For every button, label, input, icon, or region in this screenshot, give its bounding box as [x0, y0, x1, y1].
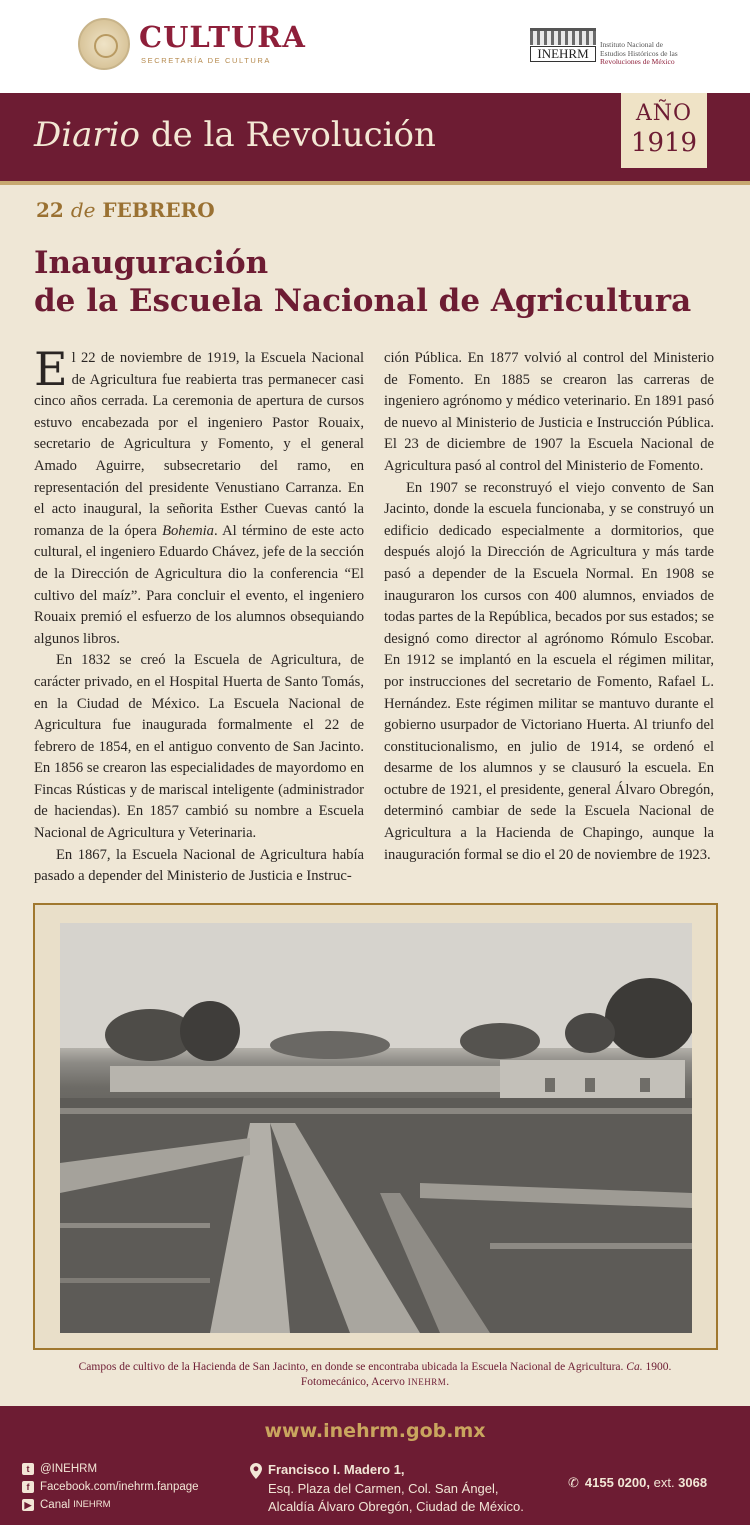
twitter-link[interactable] [22, 1460, 199, 1478]
cultura-logo-text: CULTURA [139, 20, 306, 54]
footer [0, 1406, 750, 1525]
photo-frame [33, 903, 718, 1350]
photo-caption [60, 1360, 690, 1390]
opera-title: Bohemia [162, 522, 214, 539]
article-column-right [384, 348, 714, 866]
phone-main: 4155 0200, [584, 1475, 650, 1490]
paragraph-1 [34, 342, 365, 650]
caption-period: . [446, 1376, 450, 1388]
mexico-seal-icon [78, 18, 130, 70]
headline-line-2: de la Escuela Nacional de Agricultura [34, 283, 692, 319]
phone-icon: ✆ [568, 1475, 579, 1490]
facebook-url: Facebook.com/inehrm.fanpage [40, 1481, 199, 1493]
caption-circa: Ca. [626, 1361, 643, 1373]
phone-ext: 3068 [678, 1475, 708, 1490]
cultura-subtitle: SECRETARÍA DE CULTURA [141, 56, 272, 65]
address-line-3: Alcaldía Álvaro Obregón, Ciudad de México. [268, 1499, 524, 1514]
caption-acervo: INEHRM [407, 1377, 447, 1387]
address-street: Francisco I. Madero 1, [268, 1462, 405, 1477]
paragraph-1-text-a: l 22 de noviembre de 1919, la Escuela Nacional de Agricultura fue reabierta tras permanecer casi cinco años cerrada. La ceremonia de apertura de cursos estuvo encabezada por el ingeniero Pastor Rouaix, secretario de Agricultura y Fomento, y el general Amado Aguirre, subsecretario del ramo, en representación del presidente Venustiano Carranza. En el acto inaugural, la señorita Esther Cuevas cantó la romanza de la ópera [34, 350, 364, 539]
article-date [36, 198, 215, 222]
paragraph-4: En 1907 se reconstruyó el viejo convento de San Jacinto, donde la escuela funcionaba, y se construyó un edificio dedicado especialmente a dormitorios, que después alojó la Dirección de Agricultura y más tarde pasó a depender de la Escuela Normal. En 1908 se inauguraron los cursos con 400 alumnos, enviados de todas partes de la República, becados por sus estados; se designó como director al agrónomo Rómulo Escobar. En 1912 se implantó en la escuela el régimen militar, por instrucciones del secretario de Fomento, Rafael L. Hernández. Este régimen militar se mantuvo durante el gobierno usurpador de Victoriano Huerta. Al triunfo del constitucionalismo, en julio de 1914, se ordenó el desarme de los alumnos y se clausuró la escuela. En octubre de 1921, el presidente, general Álvaro Obregón, determinó cambiar de sede la Escuela Nacional de Agricultura a la Hacienda de Chapingo, aunque la inauguración formal se dio el 20 de noviembre de 1923. [384, 479, 714, 863]
paragraph-2: En 1832 se creó la Escuela de Agricultura, de carácter privado, en el Hospital Huerta de Santo Tomás, en la Ciudad de México. La Escuela Nacional de Agricultura fue inaugurada formalmente el 22 de febrero de 1854, en el antiguo convento de San Jacinto. En 1856 se crearon las especialidades de mayordomo en Fincas Rústicas y de mariscal inteligente (administrador de haciendas). En 1857 cambió su nombre a Escuela Nacional de Agricultura y Veterinaria. [34, 652, 364, 842]
year-badge [621, 93, 707, 168]
title-italic: Diario [34, 115, 141, 155]
date-day: 22 [36, 198, 64, 222]
historic-photo [60, 923, 692, 1333]
article-headline [34, 244, 724, 320]
year-value: 1919 [630, 128, 698, 158]
inehrm-line-1: Instituto Nacional de [600, 40, 663, 49]
phone-ext-label: ext. [649, 1475, 679, 1490]
paragraph-1-text-b: . Al término de este acto cultural, el ingeniero Eduardo Chávez, jefe de la sección de la Dirección de Agricultura dio la conferencia “El cultivo del maíz”. Para concluir el evento, el ingeniero Rouaix premió el esfuerzo de los alumnos obsequiando algunos libros. [34, 522, 365, 647]
youtube-channel: INEHRM [73, 1499, 111, 1510]
paragraph-3-start: En 1867, la Escuela Nacional de Agricultura había pasado a depender del Ministerio de Justicia e Instruc- [34, 846, 364, 885]
website-link[interactable]: www.inehrm.gob.mx [264, 1420, 486, 1442]
date-de: de [70, 198, 96, 222]
address-block [268, 1461, 524, 1517]
article-column-left [34, 342, 365, 888]
facebook-icon: f [22, 1481, 34, 1493]
address-line-2: Esq. Plaza del Carmen, Col. San Ángel, [268, 1480, 499, 1496]
fields-illustration [60, 923, 692, 1333]
date-month: FEBRERO [102, 198, 215, 222]
phone-number[interactable] [568, 1475, 707, 1491]
twitter-handle: @INEHRM [40, 1463, 98, 1475]
year-label: AÑO [635, 101, 693, 126]
youtube-link[interactable] [22, 1496, 199, 1514]
location-pin-icon [250, 1463, 262, 1479]
drop-cap: E [34, 342, 68, 396]
caption-text-a: Campos de cultivo de la Hacienda de San Jacinto, en donde se encontraba ubicada la Escuela Nacional de Agricultura. [78, 1361, 627, 1373]
inehrm-line-2: Estudios Históricos de las [600, 48, 678, 58]
facebook-link[interactable] [22, 1478, 199, 1496]
title-rest: de la Revolución [140, 115, 436, 155]
social-links [22, 1460, 199, 1514]
caption-text-b: 1900. Fotomecánico, Acervo [300, 1361, 672, 1388]
headline-line-1: Inauguración [34, 245, 269, 281]
building-icon [530, 28, 596, 45]
inehrm-logo-word: INEHRM [530, 46, 596, 62]
inehrm-line-3: Revoluciones de México [600, 57, 675, 66]
twitter-icon: t [22, 1463, 34, 1475]
top-bar [0, 0, 750, 93]
youtube-prefix: Canal [40, 1499, 71, 1511]
inehrm-logo [530, 28, 596, 62]
paragraph-3-end: ción Pública. En 1877 volvió al control del Ministerio de Fomento. En 1885 se crearon las carreras de ingeniero agrónomo y médico veterinario. En 1891 pasó de nuevo al Ministerio de Justicia e Instrucción Pública. El 23 de diciembre de 1907 la Escuela Nacional de Agricultura pasó al control del Ministerio de Fomento. [384, 350, 714, 474]
title-banner [0, 93, 750, 185]
publication-title [34, 115, 436, 155]
inehrm-full-name [600, 41, 678, 67]
youtube-icon: ▶ [22, 1499, 34, 1511]
